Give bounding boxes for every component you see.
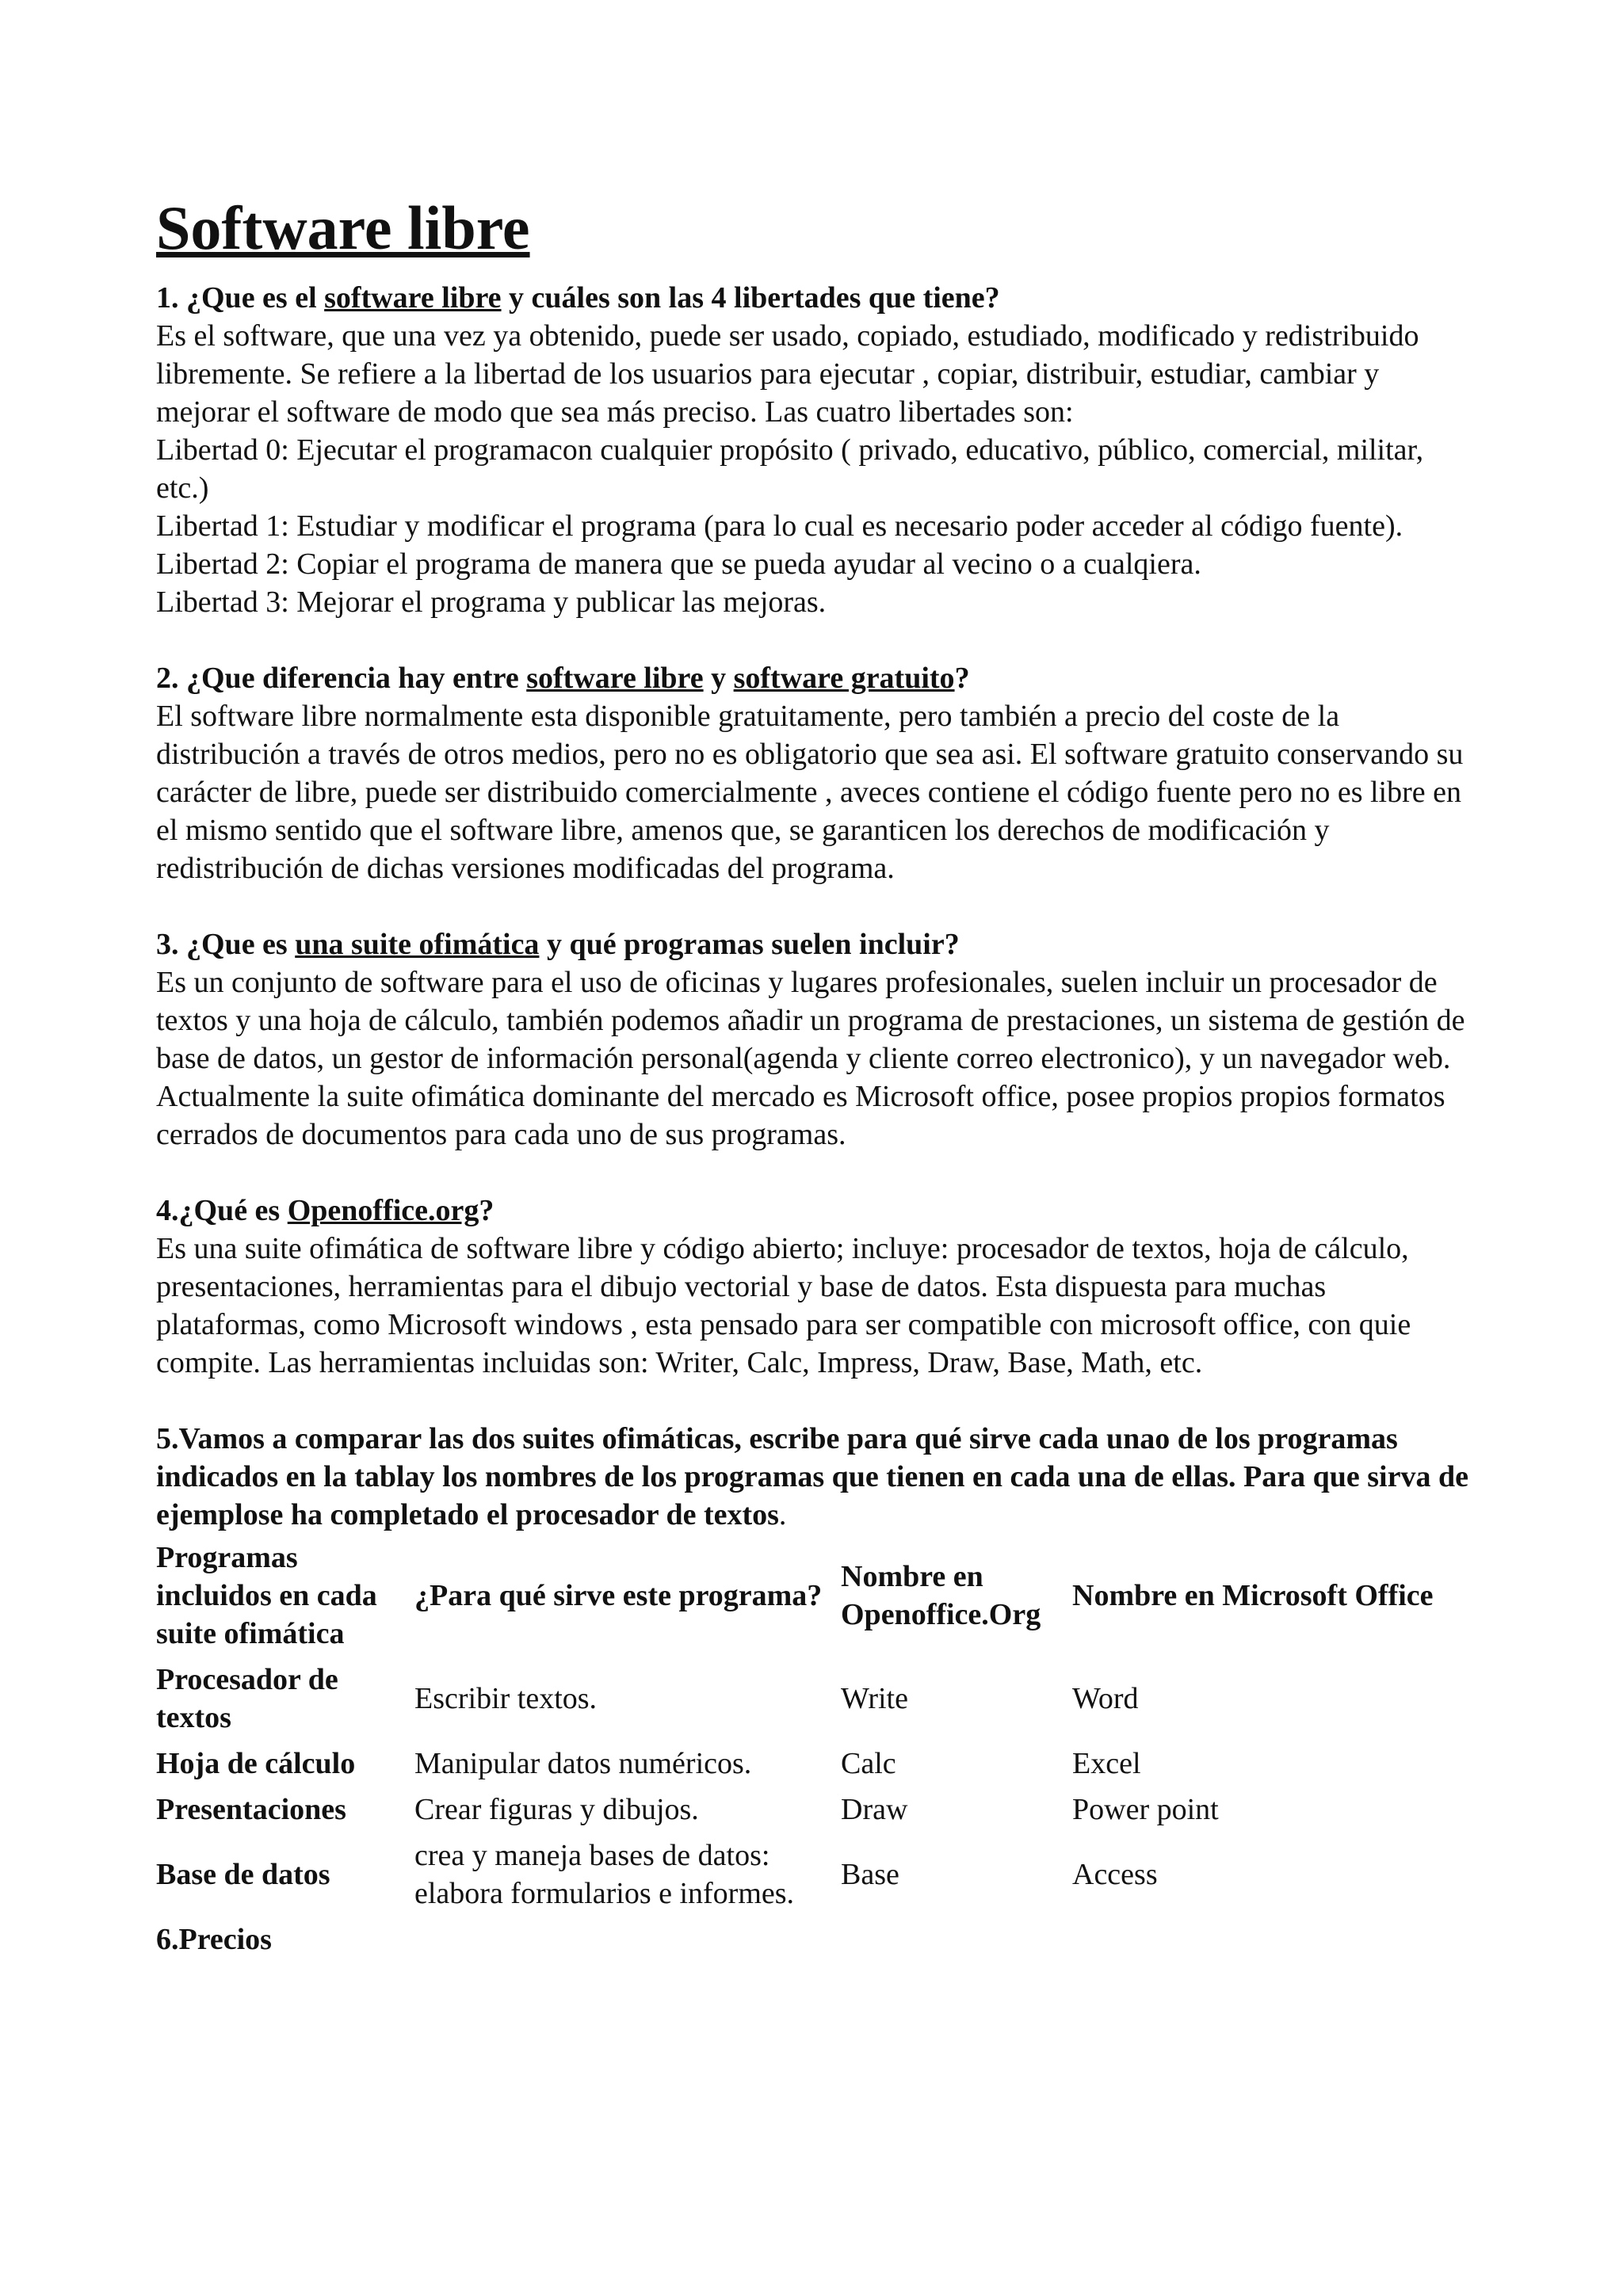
- table-cell: Word: [1072, 1682, 1139, 1715]
- answer-3-paragraph-2: Actualmente la suite ofimática dominante del mercado es Microsoft office, posee propios propios formatos cerrados de documentos para cada uno de sus programas.: [156, 1080, 1445, 1151]
- answer-1-libertad-2: Libertad 2: Copiar el programa de manera que se pueda ayudar al vecino o a cualqiera.: [156, 547, 1201, 581]
- table-row: [156, 1745, 1468, 1791]
- question-4: [156, 1192, 1472, 1230]
- question-2-mid: y: [703, 662, 734, 695]
- table-cell: Escribir textos.: [414, 1682, 598, 1715]
- table-row: [156, 1661, 1468, 1745]
- question-2-post: ?: [954, 662, 970, 695]
- question-4-pre: 4.¿Qué es: [156, 1194, 288, 1227]
- table-header-row: [156, 1539, 1468, 1661]
- table-cell: Power point: [1072, 1793, 1219, 1826]
- question-5-text: 5.Vamos a comparar las dos suites ofimáticas, escribe para qué sirve cada unao de los programas indicados en la tablay los nombres de los programas que tienen en cada una de ellas. Para que sirva de ejemplose ha completado el procesador de textos: [156, 1422, 1468, 1531]
- table-cell: Procesador de textos: [156, 1663, 338, 1734]
- answer-4: Es una suite ofimática de software libre y código abierto; incluye: procesador de textos, hoja de cálculo, presentaciones, herramientas para el dibujo vectorial y base de datos. Esta dispuesta para muchas plataformas, como Microsoft windows , esta pensado para ser compatible con microsoft office, con quie compite. Las herramientas incluidas son: Writer, Calc, Impress, Draw, Base, Math, etc.: [156, 1232, 1411, 1379]
- spacer: [156, 887, 1472, 925]
- table-cell: Presentaciones: [156, 1793, 346, 1826]
- comparison-table: [156, 1539, 1468, 1920]
- answer-1-libertad-1: Libertad 1: Estudiar y modificar el programa (para lo cual es necesario poder acceder al código fuente).: [156, 509, 1403, 543]
- table-header-cell: Programas incluidos en cada suite ofimática: [156, 1541, 377, 1650]
- question-3: [156, 925, 1472, 963]
- table-cell: Write: [841, 1682, 908, 1715]
- table-cell: Access: [1072, 1858, 1158, 1891]
- spacer: [156, 621, 1472, 659]
- question-4-post: ?: [479, 1194, 495, 1227]
- answer-1-libertad-0: Libertad 0: Ejecutar el programacon cualquier propósito ( privado, educativo, público, comercial, militar, etc.): [156, 433, 1424, 505]
- table-cell: Base: [841, 1858, 899, 1891]
- table-row: [156, 1836, 1468, 1920]
- question-1-post: y cuáles son las 4 libertades que tiene?: [501, 281, 1000, 315]
- page-title: Software libre: [156, 193, 530, 262]
- table-header-cell: ¿Para qué sirve este programa?: [414, 1579, 823, 1612]
- table-cell: Calc: [841, 1747, 896, 1780]
- question-5: [156, 1420, 1472, 1534]
- spacer: [156, 1154, 1472, 1192]
- question-2: [156, 659, 1472, 697]
- answer-1-libertad-3: Libertad 3: Mejorar el programa y publicar las mejoras.: [156, 585, 827, 619]
- table-header-cell: Nombre en Microsoft Office: [1072, 1579, 1434, 1612]
- table-row: [156, 1791, 1468, 1836]
- question-1-link: software libre: [324, 281, 502, 315]
- table-header-cell: Nombre en Openoffice.Org: [841, 1560, 1041, 1631]
- question-5-tail: .: [778, 1498, 787, 1531]
- table-cell: Crear figuras y dibujos.: [414, 1793, 699, 1826]
- spacer: [156, 1382, 1472, 1420]
- table-cell: Draw: [841, 1793, 908, 1826]
- question-3-post: y qué programas suelen incluir?: [539, 928, 960, 961]
- question-2-link-1: software libre: [526, 662, 704, 695]
- question-1-pre: 1. ¿Que es el: [156, 281, 325, 315]
- answer-3-paragraph-1: Es un conjunto de software para el uso de oficinas y lugares profesionales, suelen incluir un procesador de textos y una hoja de cálculo, también podemos añadir un programa de prestaciones, un sistema de gestión de base de datos, un gestor de información personal(agenda y cliente correo electronico), y un navegador web.: [156, 966, 1465, 1075]
- table-cell: Excel: [1072, 1747, 1141, 1780]
- question-2-pre: 2. ¿Que diferencia hay entre: [156, 662, 527, 695]
- question-4-link: Openoffice.org: [287, 1194, 479, 1227]
- question-1: [156, 279, 1472, 317]
- answer-1-intro: Es el software, que una vez ya obtenido, puede ser usado, copiado, estudiado, modificado y redistribuido libremente. Se refiere a la libertad de los usuarios para ejecutar , copiar, distribuir, estudiar, cambiar y mejorar el software de modo que sea más preciso. Las cuatro libertades son:: [156, 319, 1419, 429]
- table-cell: Manipular datos numéricos.: [414, 1747, 752, 1780]
- answer-2: El software libre normalmente esta disponible gratuitamente, pero también a precio del coste de la distribución a través de otros medios, pero no es obligatorio que sea asi. El software gratuito conservando su carácter de libre, puede ser distribuido comercialmente , aveces contiene el código fuente pero no es libre en el mismo sentido que el software libre, amenos que, se garanticen los derechos de modificación y redistribución de dichas versiones modificadas del programa.: [156, 700, 1464, 885]
- table-cell: Base de datos: [156, 1858, 330, 1891]
- document-page: [156, 189, 1472, 1958]
- table-cell: crea y maneja bases de datos: elabora formularios e informes.: [414, 1839, 795, 1910]
- table-cell: Hoja de cálculo: [156, 1747, 356, 1780]
- question-3-pre: 3. ¿Que es: [156, 928, 296, 961]
- question-3-link: una suite ofimática: [295, 928, 540, 961]
- question-2-link-2: software gratuito: [733, 662, 955, 695]
- question-6: 6.Precios: [156, 1923, 272, 1956]
